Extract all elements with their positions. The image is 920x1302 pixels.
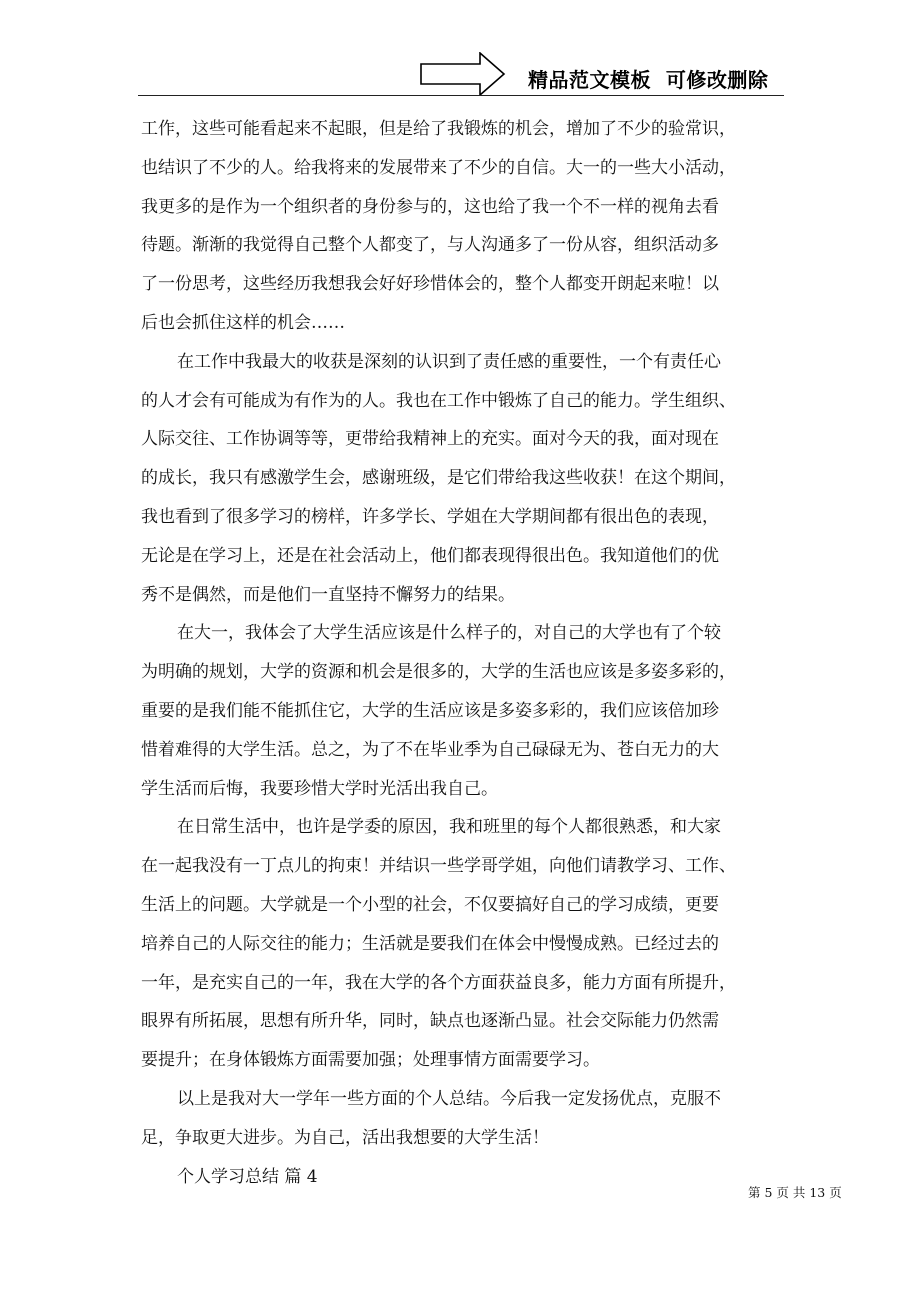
text-line: 重要的是我们能不能抓住它，大学的生活应该是多姿多彩的，我们应该倍加珍 <box>141 700 719 721</box>
text-line: 人际交往、工作协调等等，更带给我精神上的充实。面对今天的我，面对现在 <box>141 429 719 450</box>
text-line: 要提升；在身体锻炼方面需要加强；处理事情方面需要学习。 <box>141 1050 600 1071</box>
arrow-right-icon <box>420 52 506 96</box>
text-line: 的成长，我只有感激学生会，感谢班级，是它们带给我这些收获！在这个期间， <box>141 468 736 489</box>
text-line: 眼界有所拓展，思想有所升华，同时，缺点也逐渐凸显。社会交际能力仍然需 <box>141 1011 719 1032</box>
text-line: 工作，这些可能看起来不起眼，但是给了我锻炼的机会，增加了不少的验常识， <box>141 119 736 139</box>
text-line: 后也会抓住这样的机会…… <box>141 312 345 333</box>
text-line: 在日常生活中，也许是学委的原因，我和班里的每个人都很熟悉，和大家 <box>177 817 721 838</box>
text-line: 我也看到了很多学习的榜样，许多学长、学姐在大学期间都有很出色的表现， <box>141 506 719 527</box>
header-title: 精品范文模板 可修改删除 <box>528 68 769 92</box>
text-line: 也结识了不少的人。给我将来的发展带来了不少的自信。大一的一些大小活动， <box>141 157 736 178</box>
text-line: 为明确的规划，大学的资源和机会是很多的，大学的生活也应该是多姿多彩的， <box>141 662 736 683</box>
text-line: 无论是在学习上，还是在社会活动上，他们都表现得很出色。我知道他们的优 <box>141 545 719 566</box>
text-line: 学生活而后悔，我要珍惜大学时光活出我自己。 <box>141 778 498 799</box>
page-number: 第 5 页 共 13 页 <box>748 1185 842 1200</box>
text-line: 足，争取更大进步。为自己，活出我想要的大学生活！ <box>141 1127 549 1148</box>
text-line: 在大一，我体会了大学生活应该是什么样子的，对自己的大学也有了个较 <box>177 623 721 644</box>
header-divider <box>138 95 784 96</box>
text-line: 以上是我对大一学年一些方面的个人总结。今后我一定发扬优点，克服不 <box>177 1088 721 1109</box>
text-line: 一年，是充实自己的一年，我在大学的各个方面获益良多，能力方面有所提升， <box>141 972 736 993</box>
text-line: 在工作中我最大的收获是深刻的认识到了责任感的重要性，一个有责任心 <box>177 351 721 372</box>
page-header <box>0 0 920 100</box>
text-line: 了一份思考，这些经历我想我会好好珍惜体会的，整个人都变开朗起来啦！以 <box>141 274 719 295</box>
text-line: 待题。渐渐的我觉得自己整个人都变了，与人沟通多了一份从容，组织活动多 <box>141 235 719 256</box>
text-line: 的人才会有可能成为有作为的人。我也在工作中锻炼了自己的能力。学生组织、 <box>141 390 736 411</box>
text-line: 我更多的是作为一个组织者的身份参与的，这也给了我一个不一样的视角去看 <box>141 196 719 217</box>
document-body <box>141 110 781 1196</box>
text-line: 惜着难得的大学生活。总之，为了不在毕业季为自己碌碌无为、苍白无力的大 <box>141 739 719 760</box>
text-line: 个人学习总结 篇 4 <box>177 1166 318 1187</box>
text-line: 在一起我没有一丁点儿的拘束！并结识一些学哥学姐，向他们请教学习、工作、 <box>141 856 736 877</box>
text-line: 生活上的问题。大学就是一个小型的社会，不仅要搞好自己的学习成绩，更要 <box>141 894 719 915</box>
text-line: 秀不是偶然，而是他们一直坚持不懈努力的结果。 <box>141 584 515 605</box>
text-line: 培养自己的人际交往的能力；生活就是要我们在体会中慢慢成熟。已经过去的 <box>141 933 719 954</box>
